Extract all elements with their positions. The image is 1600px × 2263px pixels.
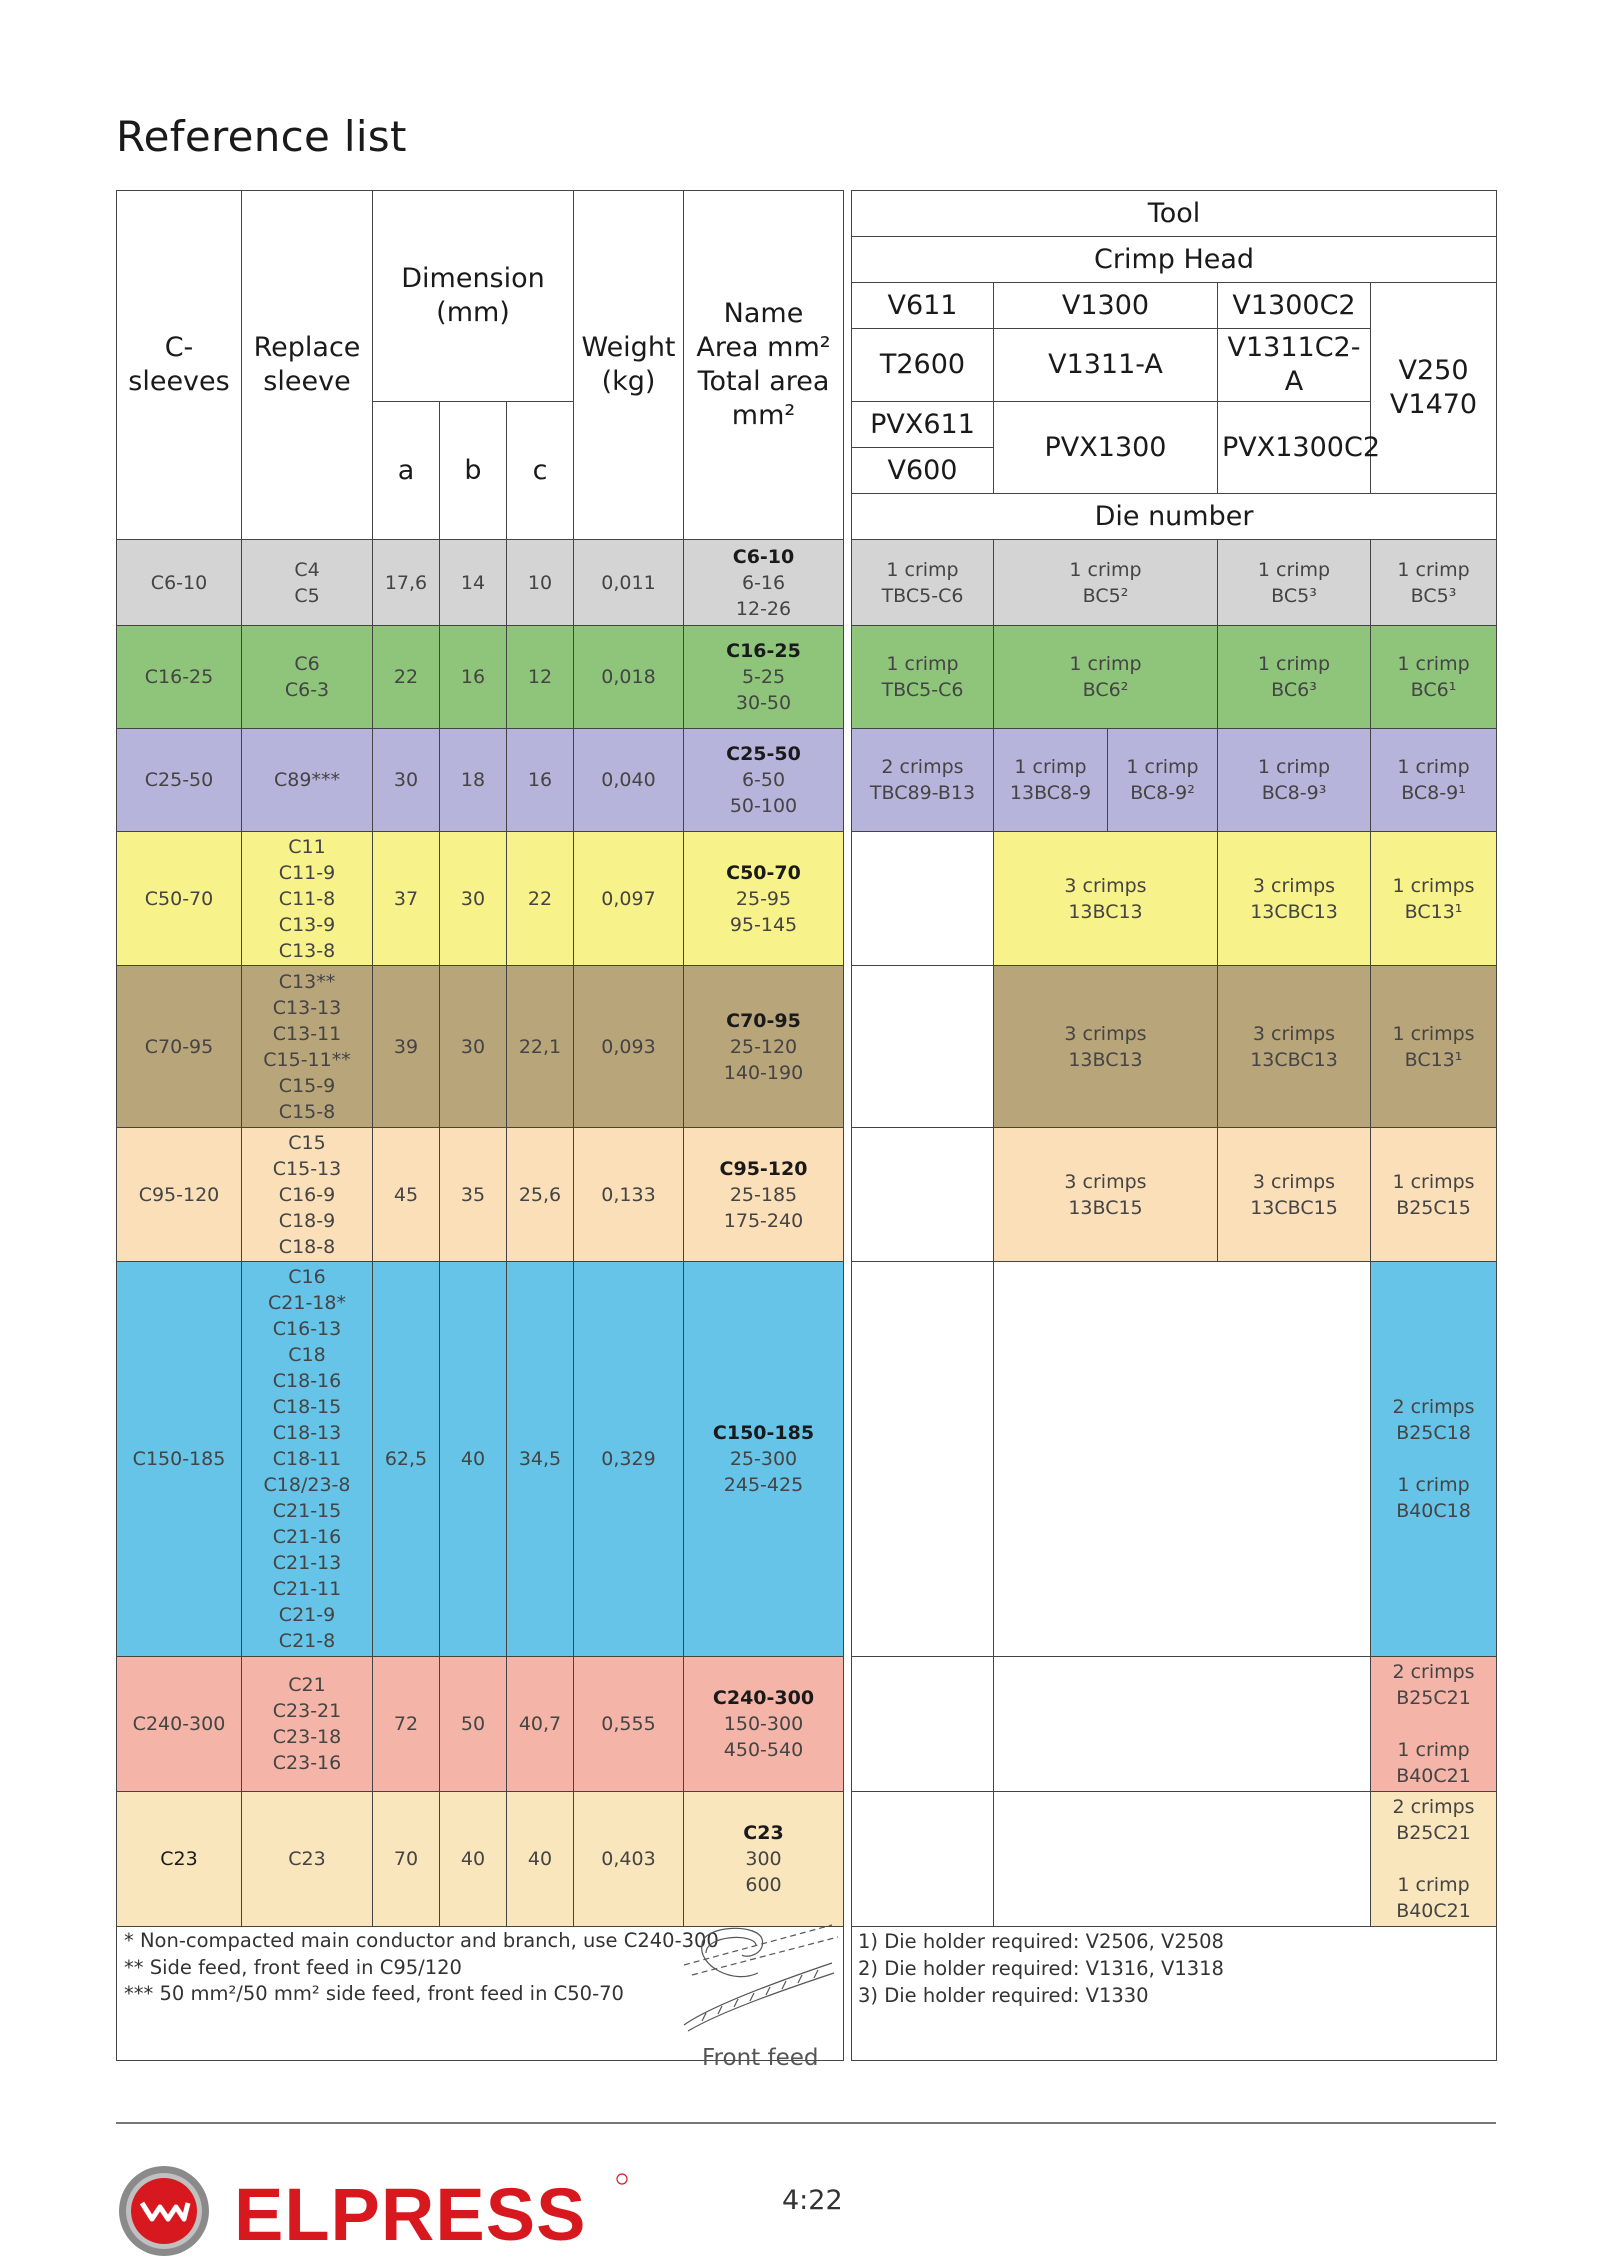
column-separator (844, 1927, 852, 2061)
footnotes-right (858, 1928, 1224, 2009)
front-feed-illustration (662, 1905, 840, 2033)
replace-cell: C13** C13-13 C13-11 C15-11** C15-9 C15-8 (242, 966, 373, 1128)
dim-a-cell: 30 (373, 729, 440, 832)
die-v1300c2-cell: 1 crimp BC5³ (1218, 540, 1371, 626)
table-row (117, 1128, 1497, 1262)
die-v611-cell: 2 crimps TBC89-B13 (852, 729, 994, 832)
footnote: 3) Die holder required: V1330 (858, 1984, 1149, 2007)
weight-cell: 0,097 (574, 832, 684, 966)
tool-pvx1300c2: PVX1300C2 (1218, 402, 1371, 494)
die-v250-cell: 1 crimps BC13¹ (1371, 832, 1497, 966)
footnote: *** 50 mm²/50 mm² side feed, front feed in C50-70 (124, 1982, 624, 2005)
column-separator (844, 1262, 852, 1657)
dim-a-cell: 45 (373, 1128, 440, 1262)
dim-a-cell: 70 (373, 1792, 440, 1927)
weight-cell: 0,040 (574, 729, 684, 832)
die-v1300c2-cell: 1 crimp BC8-9³ (1218, 729, 1371, 832)
name-cell: C95-120 25-185 175-240 (684, 1128, 844, 1262)
col-header-c-sleeves: C-sleeves (117, 191, 242, 540)
column-separator (844, 1128, 852, 1262)
name-cell: C150-185 25-300 245-425 (684, 1262, 844, 1657)
weight-cell: 0,133 (574, 1128, 684, 1262)
die-v611-empty-cell (852, 1657, 994, 1792)
table-row (117, 832, 1497, 966)
tool-v250-v1470: V250 V1470 (1371, 283, 1497, 494)
tool-v1311-a: V1311-A (994, 329, 1218, 402)
dim-b-cell: 35 (440, 1128, 507, 1262)
die-v1300-cell: 1 crimp BC5² (994, 540, 1218, 626)
dim-a-cell: 17,6 (373, 540, 440, 626)
front-feed-caption: Front feed (702, 2045, 819, 2071)
table-row (117, 729, 1497, 832)
weight-cell: 0,555 (574, 1657, 684, 1792)
col-header-weight: Weight (kg) (574, 191, 684, 540)
footnote: 2) Die holder required: V1316, V1318 (858, 1957, 1224, 1980)
die-v1300-right-cell: 1 crimp BC8-9² (1108, 729, 1218, 832)
die-v250-cell: 2 crimps B25C18 1 crimp B40C18 (1371, 1262, 1497, 1657)
die-v250-cell: 2 crimps B25C21 1 crimp B40C21 (1371, 1657, 1497, 1792)
die-v1300-left-cell: 1 crimp 13BC8-9 (994, 729, 1108, 832)
die-v1300-empty-cell (994, 1792, 1371, 1927)
sleeve-c95-120: C95-120 (117, 1128, 242, 1262)
replace-cell: C6 C6-3 (242, 626, 373, 729)
tool-pvx1300: PVX1300 (994, 402, 1218, 494)
dim-c-cell: 22 (507, 832, 574, 966)
svg-text:ELPRESS: ELPRESS (234, 2173, 587, 2256)
sleeve-c70-95: C70-95 (117, 966, 242, 1128)
dim-c-cell: 40 (507, 1792, 574, 1927)
dim-b-cell: 40 (440, 1262, 507, 1657)
table-row (117, 626, 1497, 729)
footnote: * Non-compacted main conductor and branch, use C240-300 (124, 1929, 719, 1952)
dim-c-cell: 10 (507, 540, 574, 626)
tool-v611: V611 (852, 283, 994, 329)
name-cell: C16-25 5-25 30-50 (684, 626, 844, 729)
die-v1300-cell: 3 crimps 13BC13 (994, 832, 1218, 966)
replace-cell: C23 (242, 1792, 373, 1927)
column-separator (844, 626, 852, 729)
dim-a-cell: 37 (373, 832, 440, 966)
die-v1300-cell: 1 crimp BC6² (994, 626, 1218, 729)
crimp-head-header: Crimp Head (852, 237, 1497, 283)
replace-cell: C11 C11-9 C11-8 C13-9 C13-8 (242, 832, 373, 966)
dim-a-cell: 39 (373, 966, 440, 1128)
die-v1300-empty-cell (994, 1262, 1371, 1657)
die-v611-cell: 1 crimp TBC5-C6 (852, 540, 994, 626)
die-v250-cell: 1 crimps B25C15 (1371, 1128, 1497, 1262)
column-separator (844, 540, 852, 626)
elpress-logo (116, 2163, 636, 2259)
column-separator (844, 1657, 852, 1792)
die-v611-empty-cell (852, 966, 994, 1128)
weight-cell: 0,403 (574, 1792, 684, 1927)
die-v1300-cell: 3 crimps 13BC13 (994, 966, 1218, 1128)
page-title: Reference list (116, 112, 407, 161)
weight-cell: 0,018 (574, 626, 684, 729)
dim-c-cell: 25,6 (507, 1128, 574, 1262)
sleeve-c150-185: C150-185 (117, 1262, 242, 1657)
dim-c-cell: 16 (507, 729, 574, 832)
name-cell: C240-300 150-300 450-540 (684, 1657, 844, 1792)
dim-b-cell: 30 (440, 966, 507, 1128)
tool-v600: V600 (852, 448, 994, 494)
footer-divider (116, 2122, 1496, 2124)
name-cell: C70-95 25-120 140-190 (684, 966, 844, 1128)
sleeve-c23: C23 (117, 1792, 242, 1927)
dim-a-cell: 22 (373, 626, 440, 729)
name-cell: C6-10 6-16 12-26 (684, 540, 844, 626)
die-v1300c2-cell: 3 crimps 13CBC13 (1218, 832, 1371, 966)
tool-v1300c2: V1300C2 (1218, 283, 1371, 329)
table-row (117, 966, 1497, 1128)
name-cell: C23 300 600 (684, 1792, 844, 1927)
weight-cell: 0,329 (574, 1262, 684, 1657)
replace-cell: C16 C21-18* C16-13 C18 C18-16 C18-15 C18-13 C18-11 C18/23-8 C21-15 C21-16 C21-13 C21-11 C21-9 C21-8 (242, 1262, 373, 1657)
die-v1300-empty-cell (994, 1657, 1371, 1792)
die-v611-empty-cell (852, 1792, 994, 1927)
die-v1300c2-cell: 3 crimps 13CBC15 (1218, 1128, 1371, 1262)
page-number: 4:22 (782, 2185, 843, 2216)
name-cell: C25-50 6-50 50-100 (684, 729, 844, 832)
replace-cell: C89*** (242, 729, 373, 832)
sleeve-c50-70: C50-70 (117, 832, 242, 966)
column-separator (844, 1792, 852, 1927)
dim-c-cell: 40,7 (507, 1657, 574, 1792)
tool-v1300: V1300 (994, 283, 1218, 329)
die-v1300-cell: 3 crimps 13BC15 (994, 1128, 1218, 1262)
tool-t2600: T2600 (852, 329, 994, 402)
column-separator (844, 832, 852, 966)
weight-cell: 0,011 (574, 540, 684, 626)
dim-b-cell: 30 (440, 832, 507, 966)
tool-v1311c2-a: V1311C2-A (1218, 329, 1371, 402)
column-separator (844, 966, 852, 1128)
replace-cell: C15 C15-13 C16-9 C18-9 C18-8 (242, 1128, 373, 1262)
footnote: ** Side feed, front feed in C95/120 (124, 1955, 462, 1979)
table-row (117, 1657, 1497, 1792)
dim-b-cell: 40 (440, 1792, 507, 1927)
tool-header: Tool (852, 191, 1497, 237)
footnote: 1) Die holder required: V2506, V2508 (858, 1930, 1224, 1953)
dim-header-a: a (373, 402, 440, 540)
name-cell: C50-70 25-95 95-145 (684, 832, 844, 966)
col-header-replace-sleeve: Replace sleeve (242, 191, 373, 540)
column-separator (844, 191, 852, 540)
dim-c-cell: 34,5 (507, 1262, 574, 1657)
die-v1300c2-cell: 3 crimps 13CBC13 (1218, 966, 1371, 1128)
dim-header-c: c (507, 402, 574, 540)
sleeve-c6-10: C6-10 (117, 540, 242, 626)
replace-cell: C4 C5 (242, 540, 373, 626)
sleeve-c25-50: C25-50 (117, 729, 242, 832)
table-row (117, 540, 1497, 626)
die-v611-cell: 1 crimp TBC5-C6 (852, 626, 994, 729)
die-v611-empty-cell (852, 832, 994, 966)
dim-c-cell: 12 (507, 626, 574, 729)
replace-cell: C21 C23-21 C23-18 C23-16 (242, 1657, 373, 1792)
die-v250-cell: 1 crimp BC5³ (1371, 540, 1497, 626)
dim-a-cell: 62,5 (373, 1262, 440, 1657)
weight-cell: 0,093 (574, 966, 684, 1128)
die-v1300c2-cell: 1 crimp BC6³ (1218, 626, 1371, 729)
column-separator (844, 729, 852, 832)
die-v611-empty-cell (852, 1262, 994, 1657)
reference-table (116, 190, 1497, 2061)
table-row (117, 1262, 1497, 1657)
die-v250-cell: 1 crimp BC6¹ (1371, 626, 1497, 729)
dim-header-b: b (440, 402, 507, 540)
dim-b-cell: 14 (440, 540, 507, 626)
die-v250-cell: 1 crimps BC13¹ (1371, 966, 1497, 1128)
die-v250-cell: 2 crimps B25C21 1 crimp B40C21 (1371, 1792, 1497, 1927)
tool-pvx611: PVX611 (852, 402, 994, 448)
die-v611-empty-cell (852, 1128, 994, 1262)
die-number-header: Die number (852, 494, 1497, 540)
col-header-dimension: Dimension (mm) (373, 191, 574, 402)
dim-b-cell: 16 (440, 626, 507, 729)
sleeve-c16-25: C16-25 (117, 626, 242, 729)
dim-a-cell: 72 (373, 1657, 440, 1792)
dim-c-cell: 22,1 (507, 966, 574, 1128)
die-v250-cell: 1 crimp BC8-9¹ (1371, 729, 1497, 832)
sleeve-c240-300: C240-300 (117, 1657, 242, 1792)
dim-b-cell: 18 (440, 729, 507, 832)
footnotes-left (124, 1928, 719, 2008)
dim-b-cell: 50 (440, 1657, 507, 1792)
col-header-name-area: Name Area mm² Total area mm² (684, 191, 844, 540)
